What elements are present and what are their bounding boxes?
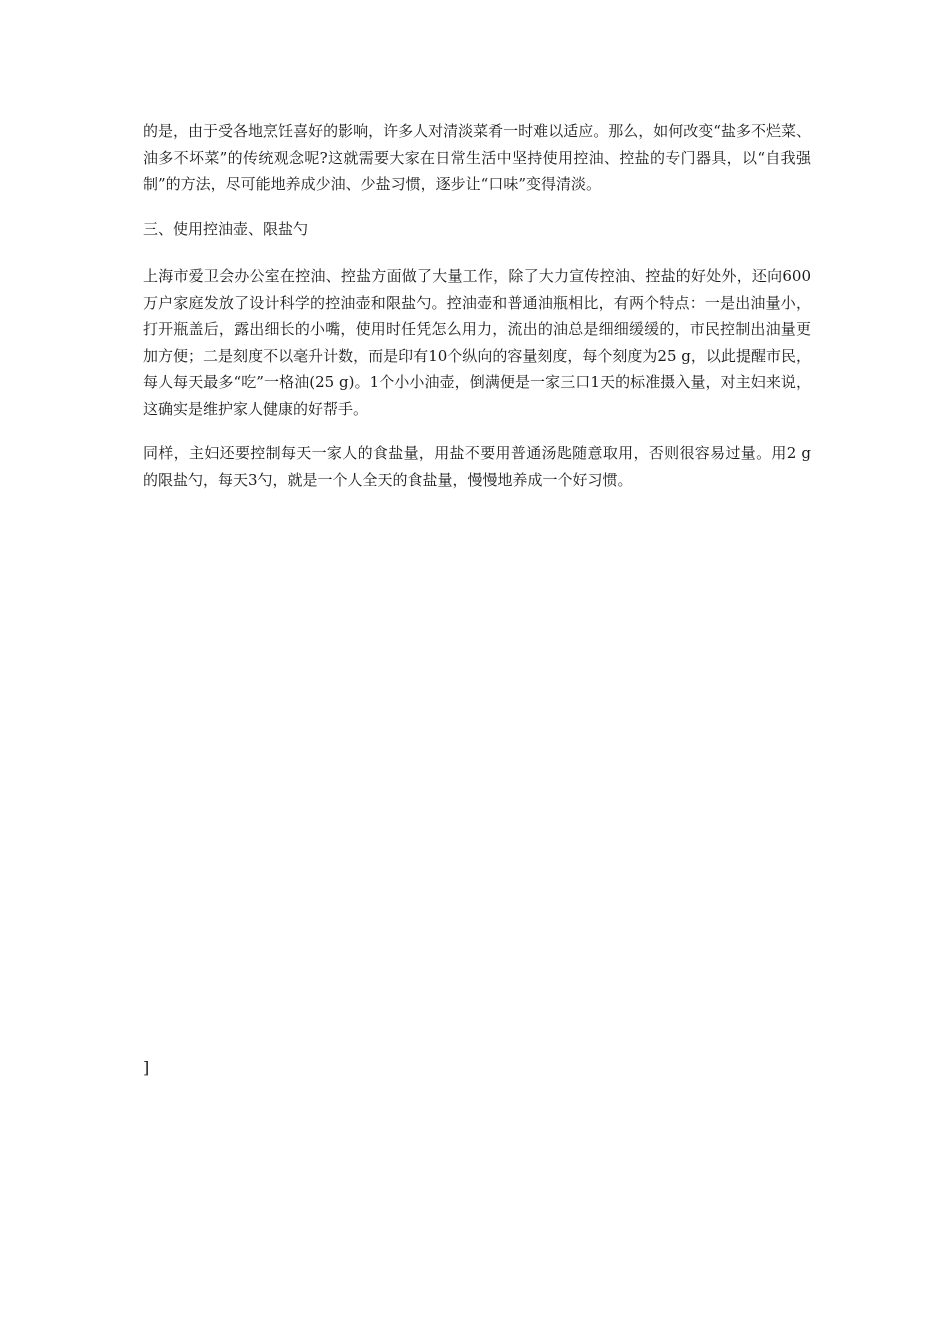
section-heading: 三、使用控油壶、限盐勺 — [143, 219, 309, 238]
paragraph-intro: 的是，由于受各地烹饪喜好的影响，许多人对清淡菜肴一时难以适应。那么，如何改变“盐多不烂菜、油多不坏菜”的传统观念呢?这就需要大家在日常生活中坚持使用控油、控盐的专门器具，以“自我强制”的方法，尽可能地养成少油、少盐习惯，逐步让“口味”变得清淡。 — [143, 122, 811, 193]
trailing-bracket: ] — [143, 1058, 150, 1077]
document-body — [143, 118, 811, 511]
paragraph-oil-control: 上海市爱卫会办公室在控油、控盐方面做了大量工作，除了大力宣传控油、控盐的好处外，还向600万户家庭发放了设计科学的控油壶和限盐勺。控油壶和普通油瓶相比，有两个特点：一是出油量小，打开瓶盖后，露出细长的小嘴，使用时任凭怎么用力，流出的油总是细细缓缓的，市民控制出油量更加方便；二是刻度不以毫升计数，而是印有10个纵向的容量刻度，每个刻度为25 g，以此提醒市民，每人每天最多“吃”一格油(25 g)。1个小小油壶，倒满便是一家三口1天的标准摄入量，对主妇来说，这确实是维护家人健康的好帮手。 — [143, 267, 811, 418]
paragraph-salt-control: 同样，主妇还要控制每天一家人的食盐量，用盐不要用普通汤匙随意取用，否则很容易过量。用2 g的限盐勺，每天3勺，就是一个人全天的食盐量，慢慢地养成一个好习惯。 — [143, 444, 811, 489]
